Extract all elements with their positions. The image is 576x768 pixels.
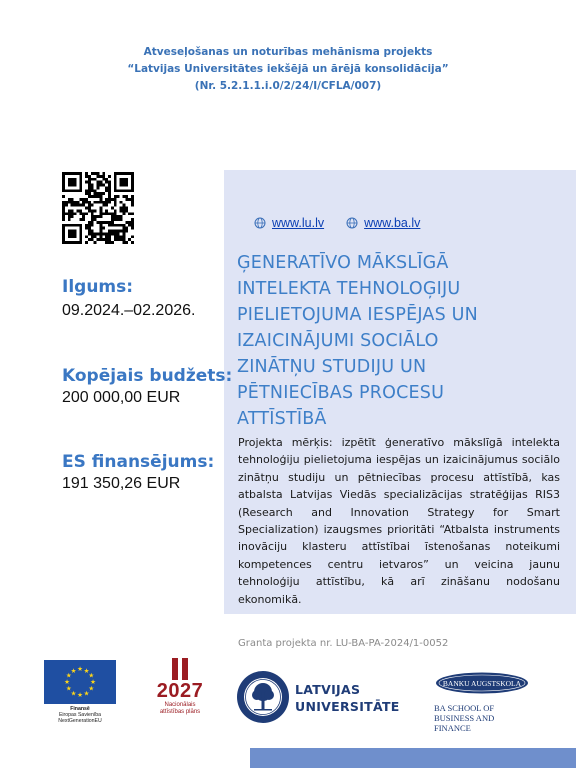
budget-label: Kopējais budžets: bbox=[62, 366, 233, 386]
title-line: IZAICINĀJUMI SOCIĀLO bbox=[237, 331, 439, 351]
svg-text:★: ★ bbox=[77, 666, 83, 674]
lu-link-text[interactable]: www.lu.lv bbox=[272, 216, 325, 230]
ba-badge-text: BANKU AUGSTSKOLA bbox=[442, 679, 522, 688]
svg-text:★: ★ bbox=[70, 690, 77, 698]
ba-logo bbox=[434, 672, 530, 733]
eu-caption-line-3: NextGenerationEU bbox=[58, 718, 102, 724]
title-line: PĒTNIECĪBAS PROCESU bbox=[237, 383, 445, 403]
globe-icon bbox=[254, 217, 266, 229]
eu-funding-value: 191 350,26 EUR bbox=[62, 475, 181, 492]
svg-text:★: ★ bbox=[65, 672, 72, 680]
svg-text:★: ★ bbox=[83, 667, 90, 675]
duration-label: Ilgums: bbox=[62, 277, 134, 297]
lu-wordmark-line-1: LATVIJAS bbox=[295, 682, 361, 697]
eu-funding-label: ES finansējums: bbox=[62, 452, 215, 472]
svg-text:★: ★ bbox=[90, 679, 96, 687]
globe-icon bbox=[346, 217, 358, 229]
ba-caption-line-2: BUSINESS AND FINANCE bbox=[434, 713, 495, 733]
nap-bars-icon bbox=[171, 658, 189, 680]
title-line: ZINĀTŅU STUDIJU UN bbox=[237, 357, 427, 377]
svg-text:★: ★ bbox=[88, 672, 95, 680]
header-line-1: Atveseļošanas un noturības mehānisma projekts bbox=[143, 46, 433, 58]
title-line: INTELEKTA TEHNOLOĢIJU bbox=[237, 279, 461, 299]
title-line: ĢENERATĪVO MĀKSLĪGĀ bbox=[237, 253, 449, 273]
svg-text:★: ★ bbox=[70, 667, 77, 675]
eu-flag-icon bbox=[44, 660, 116, 704]
project-header bbox=[0, 44, 576, 95]
header-line-2: “Latvijas Universitātes iekšējā un ārējā konsolidācija” bbox=[127, 63, 449, 75]
ba-website-link[interactable] bbox=[346, 216, 420, 230]
ba-link-text[interactable]: www.ba.lv bbox=[364, 216, 421, 230]
ba-badge-icon bbox=[435, 672, 529, 694]
svg-text:★: ★ bbox=[77, 692, 83, 700]
budget-value: 200 000,00 EUR bbox=[62, 389, 181, 406]
website-links bbox=[254, 216, 420, 230]
header-line-3: (Nr. 5.2.1.1.i.0/2/24/I/CFLA/007) bbox=[194, 80, 382, 92]
ba-caption-line-1: BA SCHOOL OF bbox=[434, 703, 495, 713]
nap-2027-logo bbox=[148, 658, 212, 724]
nap-number: 2027 bbox=[156, 680, 204, 702]
duration-value: 09.2024.–02.2026. bbox=[62, 302, 196, 319]
grant-number: Granta projekta nr. LU-BA-PA-2024/1-0052 bbox=[238, 638, 449, 649]
title-line: ATTĪSTĪBĀ bbox=[237, 409, 327, 429]
eu-caption-line-1: Finansē bbox=[70, 706, 90, 712]
lu-wordmark-line-2: UNIVERSITĀTE bbox=[295, 699, 400, 714]
svg-text:★: ★ bbox=[65, 685, 72, 693]
eu-funding-logo bbox=[44, 660, 116, 724]
svg-text:★: ★ bbox=[64, 679, 70, 687]
title-line: PIELIETOJUMA IESPĒJAS UN bbox=[237, 305, 478, 325]
lu-website-link[interactable] bbox=[254, 216, 324, 230]
lu-wordmark bbox=[295, 681, 400, 715]
project-title bbox=[237, 250, 567, 432]
svg-text:★: ★ bbox=[83, 690, 90, 698]
project-description: Projekta mērķis: izpētīt ģeneratīvo mākslīgā intelekta tehnoloģiju pielietojuma iespējas un izaicinājumus sociālo zinātņu studiju un pētniecības procesu attīstībā, kas atbalsta Latvijas Viedās specializācijas stratēģijas RIS3 (Research and Innovation Strategy for Smart Specialization) izaugsmes prioritāti “Atbalsta instruments inovāciju klasteru attīstībai īstenošanas noteikumi kompetences centru ietvaros” un veicina jaunu tehnoloģiju attīstību, kā arī zināšanu nodošanu ekonomikā. bbox=[238, 436, 560, 606]
qr-code-icon[interactable] bbox=[62, 172, 134, 244]
footer-accent-bar bbox=[250, 748, 576, 768]
ba-caption bbox=[434, 703, 530, 733]
svg-text:★: ★ bbox=[88, 685, 95, 693]
nap-caption-line-2: attīstības plāns bbox=[159, 708, 201, 715]
nap-caption-line-1: Nacionālais bbox=[164, 702, 196, 708]
eu-caption-line-2: Eiropas Savienība bbox=[58, 712, 102, 718]
lu-seal-icon bbox=[236, 670, 290, 724]
eu-caption bbox=[44, 706, 116, 724]
